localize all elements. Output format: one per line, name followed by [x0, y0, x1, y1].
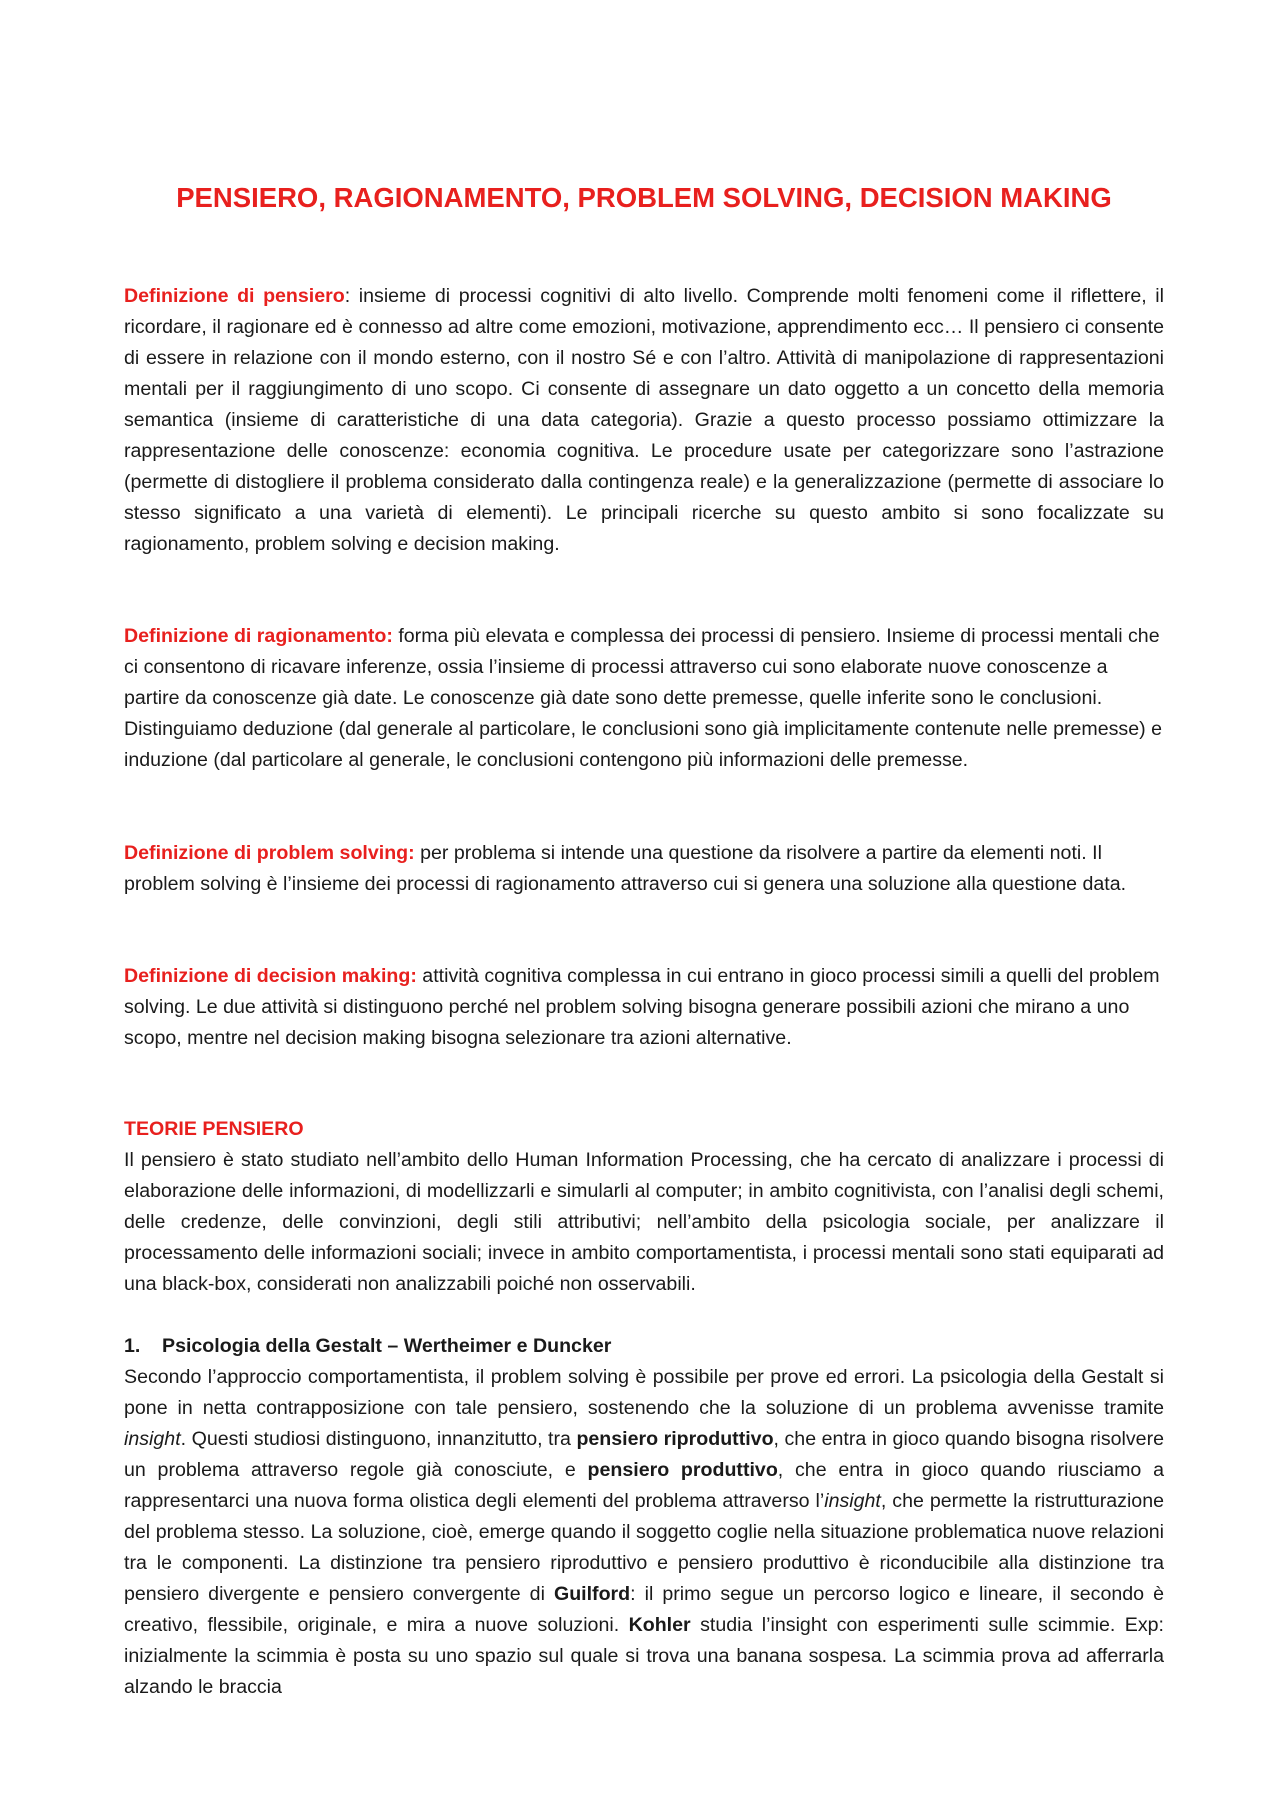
definition-reasoning-label: Definizione di ragionamento:	[124, 625, 393, 647]
definition-reasoning-paragraph	[124, 621, 1164, 776]
subsection-title: Psicologia della Gestalt – Wertheimer e Duncker	[162, 1335, 612, 1357]
reproductive-thought-term: pensiero riproduttivo	[576, 1428, 774, 1450]
section-heading-theories: TEORIE PENSIERO	[124, 1118, 304, 1140]
gestalt-text: studia l’insight con esperimenti sulle scimmie. Exp: inizialmente la scimmia è posta su uno spazio sul quale si trova una banana sospesa. La scimmia prova ad afferrarla alzando le braccia	[124, 1614, 1164, 1698]
insight-term: insight	[824, 1490, 881, 1512]
definition-thought-paragraph	[124, 281, 1164, 560]
gestalt-text: . Questi studiosi distinguono, innanzitutto, tra	[180, 1428, 577, 1450]
definition-problem-solving-label: Definizione di problem solving:	[124, 842, 415, 864]
definition-thought-colon: :	[344, 285, 351, 307]
insight-term: insight	[124, 1428, 181, 1450]
gestalt-text: Secondo l’approccio comportamentista, il problem solving è possibile per prove ed errori. La psicologia della Gestalt si pone in netta contrapposizione con tale pensiero, sostenendo che la soluzione di un problema avvenisse tramite	[124, 1366, 1164, 1419]
definition-thought-text: insieme di processi cognitivi di alto livello. Comprende molti fenomeni come il riflettere, il ricordare, il ragionare ed è connesso ad altre come emozioni, motivazione, apprendimento ecc… Il pensiero ci consente di essere in relazione con il mondo esterno, con il nostro Sé e con l’altro. Attività di manipolazione di rappresentazioni mentali per il raggiungimento di uno scopo. Ci consente di assegnare un dato oggetto a un concetto della memoria semantica (insieme di caratteristiche di una data categoria). Grazie a questo processo possiamo ottimizzare la rappresentazione delle conoscenze: economia cognitiva. Le procedure usate per categorizzare sono l’astrazione (permette di distogliere il problema considerato dalla contingenza reale) e la generalizzazione (permette di associare lo stesso significato a una varietà di elementi). Le principali ricerche su questo ambito si sono focalizzate su ragionamento, problem solving e decision making.	[124, 285, 1164, 555]
subsection-number: 1.	[124, 1335, 141, 1357]
gestalt-text: , che entra in gioco quando bisogna risolvere un problema attraverso regole già conosciute, e	[124, 1428, 1164, 1481]
productive-thought-term: pensiero produttivo	[587, 1459, 778, 1481]
page-title: PENSIERO, RAGIONAMENTO, PROBLEM SOLVING, DECISION MAKING	[176, 182, 1112, 213]
guilford-name: Guilford	[553, 1583, 631, 1605]
gestalt-text: : il primo segue un percorso logico e lineare, il secondo è creativo, flessibile, originale, e mira a nuove soluzioni.	[124, 1583, 1164, 1636]
subsection-heading-gestalt	[124, 1331, 1164, 1362]
definition-reasoning-text: forma più elevata e complessa dei processi di pensiero. Insieme di processi mentali che ci consentono di ricavare inferenze, ossia l’insieme di processi attraverso cui sono elaborate nuove conoscenze a partire da conoscenze già date. Le conoscenze già date sono dette premesse, quelle inferite sono le conclusioni. Distinguiamo deduzione (dal generale al particolare, le conclusioni sono già implicitamente contenute nelle premesse) e induzione (dal particolare al generale, le conclusioni contengono più informazioni delle premesse.	[124, 625, 1162, 771]
definition-problem-solving-text: per problema si intende una questione da risolvere a partire da elementi noti. Il problem solving è l’insieme dei processi di ragionamento attraverso cui si genera una soluzione alla questione data.	[124, 842, 1127, 895]
definition-decision-making-text: attività cognitiva complessa in cui entrano in gioco processi simili a quelli del problem solving. Le due attività si distinguono perché nel problem solving bisogna generare possibili azioni che mirano a uno scopo, mentre nel decision making bisogna selezionare tra azioni alternative.	[124, 965, 1160, 1049]
definition-decision-making-paragraph	[124, 961, 1164, 1054]
gestalt-paragraph	[124, 1362, 1164, 1703]
gestalt-text: , che permette la ristrutturazione del problema stesso. La soluzione, cioè, emerge quando il soggetto coglie nella situazione problematica nuove relazioni tra le componenti. La distinzione tra pensiero riproduttivo e pensiero produttivo è riconducibile alla distinzione tra pensiero divergente e pensiero convergente di	[124, 1490, 1164, 1605]
theories-paragraph: Il pensiero è stato studiato nell’ambito dello Human Information Processing, che ha cercato di analizzare i processi di elaborazione delle informazioni, di modellizzarli e simularli al computer; in ambito cognitivista, con l’analisi degli schemi, delle credenze, delle convinzioni, degli stili attributivi; nell’ambito della psicologia sociale, per analizzare il processamento delle informazioni sociali; invece in ambito comportamentista, i processi mentali sono stati equiparati ad una black-box, considerati non analizzabili poiché non osservabili.	[124, 1149, 1164, 1295]
definition-problem-solving-paragraph	[124, 838, 1164, 900]
definition-thought-label: Definizione di pensiero	[124, 285, 345, 307]
gestalt-text: , che entra in gioco quando riusciamo a rappresentarci una nuova forma olistica degli elementi del problema attraverso l’	[124, 1459, 1164, 1512]
kohler-name: Kohler	[628, 1614, 691, 1636]
definition-decision-making-label: Definizione di decision making:	[124, 965, 417, 987]
